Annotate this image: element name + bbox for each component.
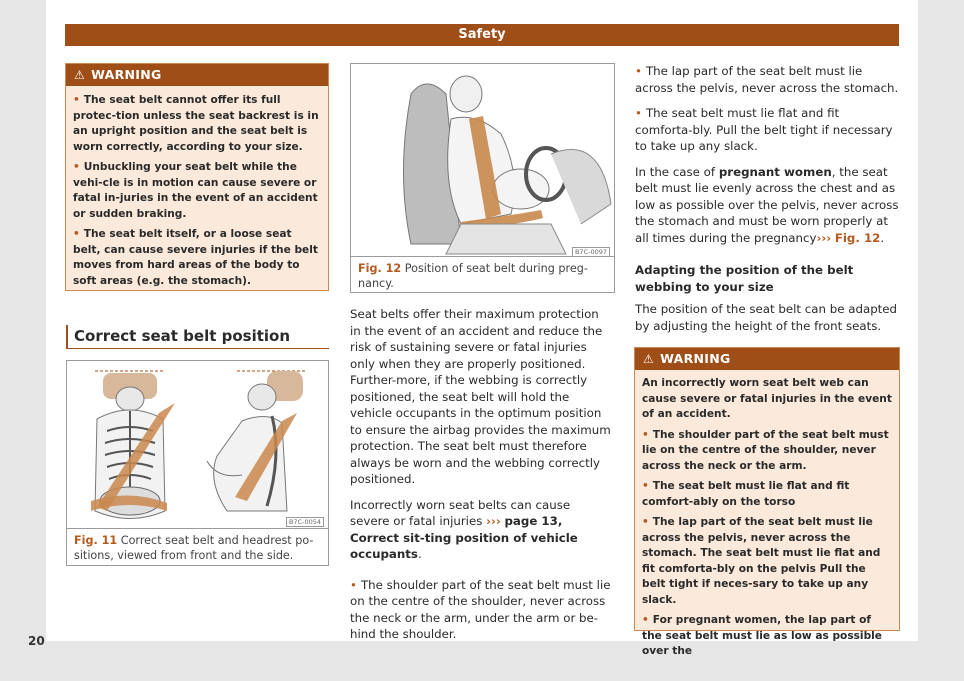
bullet-dot-icon: • xyxy=(73,94,80,106)
warning-item: • The lap part of the seat belt must lie across the pelvis, never across the stomach. The seat belt must lie flat and fit comforta-bly on the pelvis Pull the belt tight if neces-sary to take up any slack. xyxy=(642,516,881,606)
warning-header xyxy=(66,64,328,86)
warning-box xyxy=(634,347,900,657)
figure-code: B7C-0054 xyxy=(286,517,324,527)
warning-triangle-icon: ⚠ xyxy=(643,352,655,366)
warning-title: WARNING xyxy=(660,351,731,366)
paragraph: The position of the seat belt can be adapted by adjusting the height of the front seats. xyxy=(635,302,898,333)
right-text-column xyxy=(635,63,900,343)
page-number: 20 xyxy=(28,634,45,648)
bullet-item: • The lap part of the seat belt must lie across the pelvis, never across the stomach. xyxy=(635,64,899,95)
paragraph: In the case of pregnant women, the seat belt must lie evenly across the chest and as low as possible over the pelvis, never across the stomach and must be worn properly at all times during the pregnancy››› Fig. 12. xyxy=(635,164,899,245)
warning-intro: An incorrectly worn seat belt web can cause severe or fatal injuries in the event of an accident. xyxy=(642,377,892,420)
warning-triangle-icon: ⚠ xyxy=(74,68,86,82)
bullet-dot-icon: • xyxy=(642,614,649,626)
warning-item: • The seat belt itself, or a loose seat belt, can cause severe injuries if the belt moves from hard areas of the body to soft areas (e.g. the stomach). xyxy=(73,228,318,287)
warning-item: • The shoulder part of the seat belt must lie on the centre of the shoulder, never across the neck or the arm. xyxy=(642,428,889,472)
warning-item: • The seat belt cannot offer its full protec-tion unless the seat backrest is in an upright position and the seat belt is worn correctly, according to your size. xyxy=(73,94,319,153)
subheading: Adapting the position of the belt webbing to your size xyxy=(635,263,854,294)
warning-box xyxy=(65,63,329,291)
bullet-dot-icon: • xyxy=(642,516,649,528)
bullet-dot-icon: • xyxy=(73,228,80,240)
bullet-dot-icon: • xyxy=(635,64,642,78)
front-view-figure xyxy=(91,371,175,519)
reference-arrows: ››› xyxy=(486,514,501,528)
bullet-item: • The seat belt must lie flat and fit comforta-bly. Pull the belt tight if necessary to take up any slack. xyxy=(635,106,893,153)
warning-title: WARNING xyxy=(91,67,162,82)
side-view-figure xyxy=(207,371,307,511)
page-reference-link[interactable]: page 13, Correct sit-ting position of vehicle occupants xyxy=(350,514,578,561)
bullet-dot-icon: • xyxy=(350,577,357,592)
pregnant-driver-illustration xyxy=(351,64,614,256)
warning-header xyxy=(635,348,899,370)
section-title: Correct seat belt position xyxy=(66,325,329,349)
warning-item: • Unbuckling your seat belt while the vehi-cle is in motion can cause severe or fatal in-juries in the event of an accident or sudden braking. xyxy=(73,161,318,220)
bullet-dot-icon: • xyxy=(635,106,642,120)
bullet-dot-icon: • xyxy=(642,428,649,441)
figure-12 xyxy=(350,63,615,293)
figure-11 xyxy=(66,360,329,566)
figure-caption: Fig. 12 Position of seat belt during preg-nancy. xyxy=(351,256,614,295)
figure-label: Fig. 12 xyxy=(358,262,402,275)
figure-caption: Fig. 11 Correct seat belt and headrest po-sitions, viewed from front and the side. xyxy=(67,528,328,567)
figure-label: Fig. 11 xyxy=(74,534,118,547)
bullet-dot-icon: • xyxy=(73,161,80,173)
warning-item: • The seat belt must lie flat and fit comfort-ably on the torso xyxy=(642,480,850,508)
bullet-dot-icon: • xyxy=(642,480,649,492)
figure-code: B7C-0097 xyxy=(572,247,610,257)
middle-text-column xyxy=(350,306,612,652)
bullet-item: • The shoulder part of the seat belt must lie on the centre of the shoulder, never across the neck or the arm, under the arm or be-hind the shoulder. xyxy=(350,577,611,641)
paragraph: Incorrectly worn seat belts can cause severe or fatal injuries ››› page 13, Correct sit-ting position of vehicle occupants. xyxy=(350,497,578,561)
reference-arrows: ››› xyxy=(816,230,832,245)
paragraph: Seat belts offer their maximum protection in the event of an accident and reduce the risk of sustaining severe or fatal injuries only when they are properly positioned. Further-more, if the webbing is correctly positioned, the seat belt will hold the vehicle occupants in the optimum position to ensure the airbag provides the maximum protection. The seat belt must therefore always be worn and the webbing correctly positioned. xyxy=(350,307,611,486)
figure-reference-link[interactable]: Fig. 12 xyxy=(834,230,881,245)
warning-item: • For pregnant women, the lap part of the seat belt must lie as low as possible over the xyxy=(642,614,882,657)
page-header: Safety xyxy=(65,24,899,46)
seatbelt-front-side-illustration xyxy=(67,361,328,528)
